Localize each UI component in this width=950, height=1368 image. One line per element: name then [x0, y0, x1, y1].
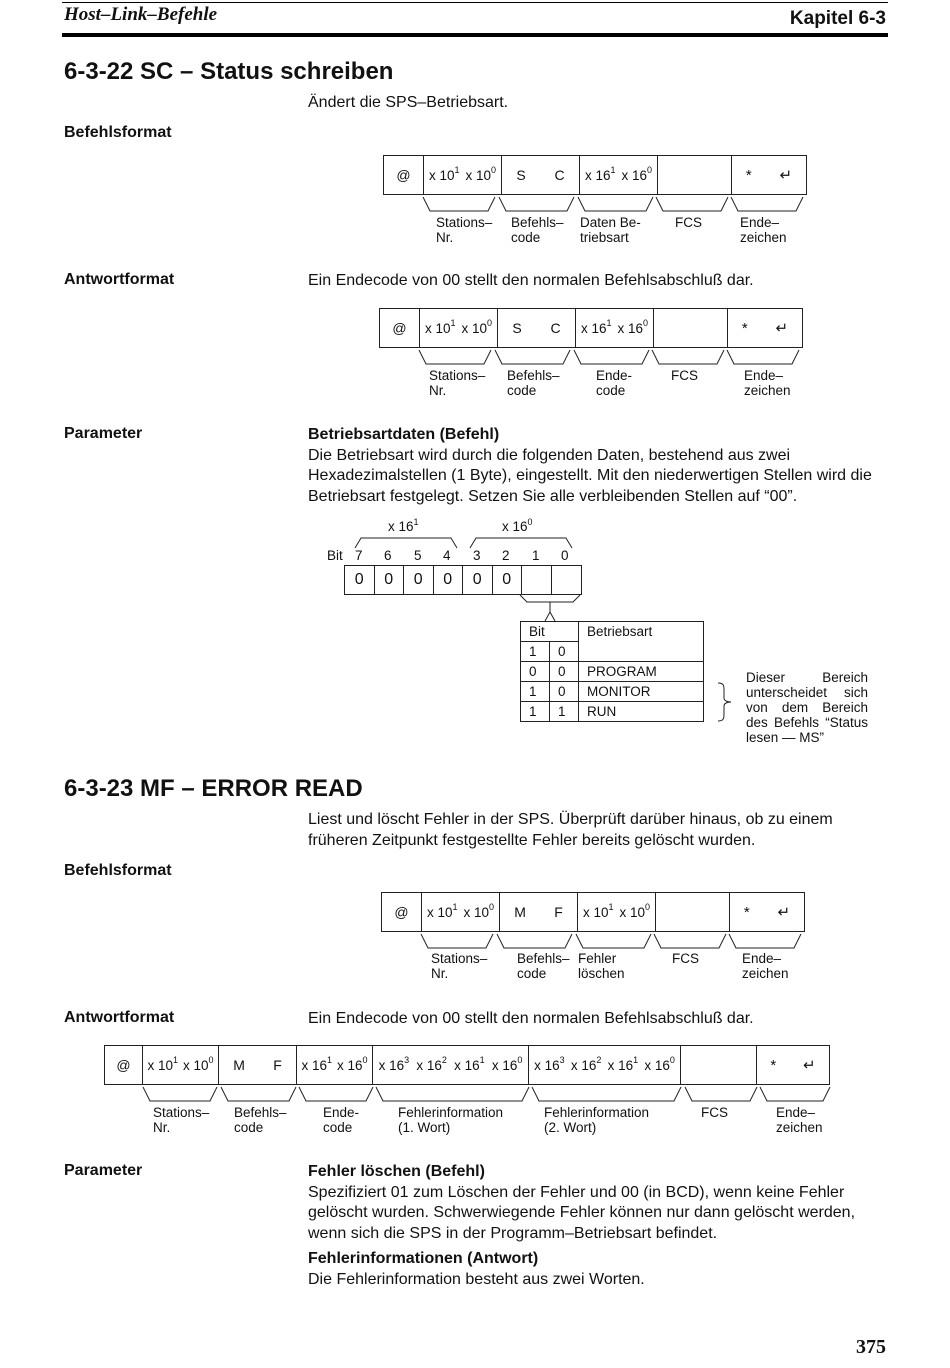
table-cell: 0	[550, 662, 579, 682]
bracket	[727, 350, 799, 364]
bracket	[423, 197, 495, 211]
mf-param-label: Parameter	[64, 1162, 143, 1179]
section-title-mf: 6-3-23 MF – ERROR READ	[64, 775, 363, 802]
table-cell: MONITOR	[579, 682, 704, 702]
mf-intro: Liest und löscht Fehler in der SPS. Überprüft darüber hinaus, ob zu einem früheren Zeitpunkt festgestellte Fehler bereits gelöscht wurden.	[308, 811, 833, 849]
sc-param-text: Die Betriebsart wird durch die folgenden Daten, bestehend aus zwei Hexadezimalstellen (1 Byte), eingestellt. Mit den niederwertigen Stellen wird die Betriebsart festgelegt. Setzen Sie alle verbleibenden Stellen auf “00”.	[308, 446, 872, 505]
bracket	[685, 1087, 757, 1101]
frame-cell-station: x $10^1$ x $10^0$	[143, 1046, 219, 1084]
sc-resp-sublabel: FCS	[671, 368, 698, 383]
table-header-bit: Bit	[521, 622, 579, 642]
page-number: 375	[856, 1336, 886, 1358]
sc-cmd-sublabel: Ende– zeichen	[740, 215, 787, 245]
bracket	[221, 1087, 296, 1101]
bit-number: 3	[473, 548, 481, 563]
mf-resp-label: Antwortformat	[64, 1009, 175, 1026]
sc-cmd-sublabel: Daten Be- triebsart	[580, 215, 641, 245]
brace	[718, 683, 731, 721]
bracket	[729, 934, 801, 948]
bit-value: 0	[493, 566, 523, 594]
mf-resp-sublabel: Fehlerinformation (1. Wort)	[398, 1105, 504, 1135]
table-cell: 1	[521, 642, 550, 662]
return-icon: ↵	[777, 904, 791, 921]
bracket	[495, 350, 570, 364]
frame-cell-error-word-1: x $16^3$ x $16^2$ x $16^1$ x $16^0$	[373, 1046, 529, 1084]
bit-value: 0	[345, 566, 375, 594]
bit-number: 7	[355, 548, 363, 563]
mf-param2-text: Die Fehlerinformation besteht aus zwei Worten.	[308, 1270, 645, 1288]
bracket	[574, 350, 649, 364]
sc-resp-sublabel: Stations– Nr.	[429, 368, 486, 398]
bracket	[576, 934, 651, 948]
bracket	[550, 612, 555, 621]
sc-resp-sublabel: Befehls– code	[507, 368, 560, 398]
mf-cmd-label: Befehlsformat	[64, 862, 172, 879]
frame-cell-at: @	[380, 309, 420, 347]
sc-resp-label: Antwortformat	[64, 271, 175, 288]
bracket	[652, 350, 724, 364]
mf-cmd-sublabel: Fehler löschen	[578, 951, 625, 981]
frame-cell-data: x $16^1$ x $16^0$	[580, 156, 658, 194]
frame-cell-end-code: x $16^1$ x $16^0$	[297, 1046, 373, 1084]
bracket	[143, 1087, 217, 1101]
bit-number: 1	[532, 548, 540, 563]
frame-cell-station: x $10^1$ x $10^0$	[424, 156, 502, 194]
asterisk-icon: *	[741, 319, 748, 337]
mf-resp-sublabel: FCS	[701, 1105, 728, 1120]
running-header-right: Kapitel 6-3	[789, 8, 886, 29]
bit-value: 0	[404, 566, 434, 594]
bracket	[578, 197, 653, 211]
bracket	[520, 595, 580, 602]
bracket	[499, 197, 574, 211]
bit-value: 0	[375, 566, 405, 594]
return-icon: ↵	[775, 320, 789, 337]
mf-param1-title: Fehler löschen (Befehl)	[308, 1163, 485, 1180]
table-cell: 0	[550, 682, 579, 702]
return-icon: ↵	[779, 167, 793, 184]
sc-resp-sublabel: Ende- code	[596, 368, 633, 398]
frame-cell-header-code: S C	[498, 309, 576, 347]
sc-param-label: Parameter	[64, 425, 143, 442]
bracket	[545, 602, 550, 621]
bit-number: 5	[414, 548, 422, 563]
bracket	[656, 197, 728, 211]
section-title-sc: 6-3-22 SC – Status schreiben	[64, 58, 394, 85]
frame-cell-error-word-2: x $16^3$ x $16^2$ x $16^1$ x $16^0$	[529, 1046, 681, 1084]
mf-resp-text: Ein Endecode von 00 stellt den normalen Befehlsabschluß dar.	[308, 1010, 754, 1027]
frame-cell-at: @	[105, 1046, 143, 1084]
table-cell: 1	[521, 702, 550, 722]
frame-cell-at: @	[384, 156, 424, 194]
mf-resp-sublabel: Stations– Nr.	[153, 1105, 210, 1135]
table-cell: PROGRAM	[579, 662, 704, 682]
sc-intro: Ändert die SPS–Betriebsart.	[308, 94, 509, 111]
bracket	[421, 934, 493, 948]
bracket	[470, 538, 572, 548]
bit-number: 2	[502, 548, 510, 563]
bracket	[419, 350, 491, 364]
asterisk-icon: *	[770, 1056, 777, 1074]
frame-cell-clear: x $10^1$ x $10^0$	[578, 893, 656, 931]
table-cell: RUN	[579, 702, 704, 722]
asterisk-icon: *	[745, 166, 752, 184]
mf-cmd-sublabel: Ende– zeichen	[742, 951, 789, 981]
mf-cmd-sublabel: Befehls– code	[517, 951, 570, 981]
bracket	[497, 934, 572, 948]
mode-table-note: Dieser Bereich unterscheidet sich von dem Bereich des Befehls “Status lesen — MS”	[746, 670, 868, 745]
frame-cell-end-code: x $16^1$ x $16^0$	[576, 309, 654, 347]
bit-label: Bit	[327, 548, 343, 563]
running-header-left: Host–Link–Befehle	[64, 4, 218, 25]
bracket	[760, 1087, 830, 1101]
bit-value: 0	[463, 566, 493, 594]
mf-param1-text: Spezifiziert 01 zum Löschen der Fehler und 00 (in BCD), wenn keine Fehler gelöscht wurden. Schwerwiegende Fehler können nur dann gelöscht werden, wenn sich die SPS in der Programm–Betriebsart befindet.	[308, 1183, 856, 1242]
mf-param2-title: Fehlerinformationen (Antwort)	[308, 1250, 539, 1267]
mf-cmd-sublabel: FCS	[672, 951, 699, 966]
bracket	[355, 538, 457, 548]
sc-cmd-sublabel: FCS	[675, 215, 702, 230]
sc-param-title: Betriebsartdaten (Befehl)	[308, 426, 500, 443]
sc-cmd-sublabel: Befehls– code	[511, 215, 564, 245]
frame-cell-station: x $10^1$ x $10^0$	[420, 309, 498, 347]
sc-resp-sublabel: Ende– zeichen	[744, 368, 791, 398]
bit-group-hi: x $16^1$	[388, 517, 419, 534]
bracket	[731, 197, 803, 211]
frame-cell-at: @	[382, 893, 422, 931]
frame-cell-station: x $10^1$ x $10^0$	[422, 893, 500, 931]
mf-resp-sublabel: Ende– zeichen	[776, 1105, 823, 1135]
mf-resp-sublabel: Befehls– code	[234, 1105, 287, 1135]
table-cell: 1	[521, 682, 550, 702]
sc-cmd-sublabel: Stations– Nr.	[436, 215, 493, 245]
table-header-mode: Betriebsart	[579, 622, 704, 662]
sc-cmd-label: Befehlsformat	[64, 124, 172, 141]
return-icon: ↵	[803, 1057, 816, 1074]
bit-value: 0	[434, 566, 464, 594]
mf-resp-sublabel: Fehlerinformation (2. Wort)	[544, 1105, 650, 1135]
frame-cell-header-code: M F	[500, 893, 578, 931]
asterisk-icon: *	[743, 903, 750, 921]
bit-number: 6	[384, 548, 392, 563]
bit-group-lo: x $16^0$	[502, 517, 533, 534]
table-cell: 0	[521, 662, 550, 682]
table-cell: 1	[550, 702, 579, 722]
bracket	[532, 1087, 681, 1101]
mf-resp-sublabel: Ende- code	[323, 1105, 360, 1135]
bracket	[654, 934, 726, 948]
sc-resp-text: Ein Endecode von 00 stellt den normalen Befehlsabschluß dar.	[308, 272, 754, 289]
mf-cmd-sublabel: Stations– Nr.	[431, 951, 488, 981]
bracket	[299, 1087, 373, 1101]
frame-cell-header-code: S C	[502, 156, 580, 194]
frame-cell-header-code: M F	[219, 1046, 297, 1084]
bit-number: 4	[443, 548, 451, 563]
table-cell: 0	[550, 642, 579, 662]
bracket	[376, 1087, 529, 1101]
bit-number: 0	[561, 548, 569, 563]
